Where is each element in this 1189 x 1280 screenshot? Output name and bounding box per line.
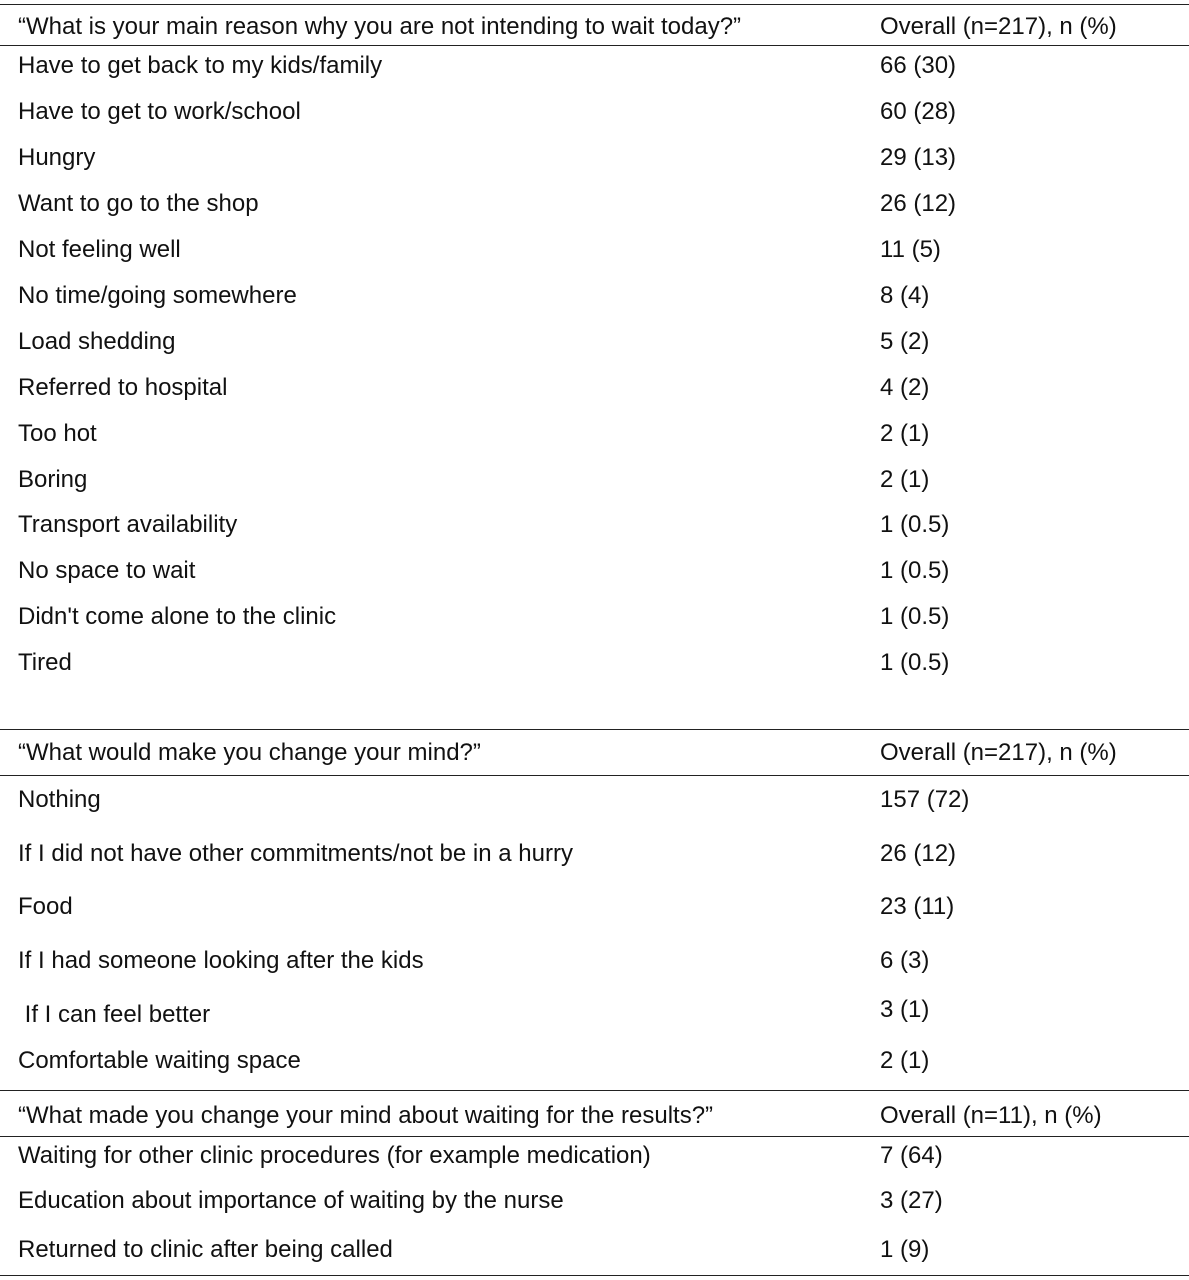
table-rule [0,775,1189,776]
table-row [0,1041,1189,1081]
table-rule [0,4,1189,5]
row-value: 23 (11) [880,893,955,920]
row-value: 2 (1) [880,1047,930,1074]
row-label: Load shedding [18,328,176,355]
row-value: 1 (9) [880,1236,930,1263]
question-heading: “What made you change your mind about waiting for the results?” [18,1102,714,1129]
row-value: 11 (5) [880,236,941,263]
row-value: 2 (1) [880,466,930,493]
row-value: 26 (12) [880,190,957,217]
row-value: 66 (30) [880,52,957,79]
row-label: Comfortable waiting space [18,1047,301,1074]
row-label: Too hot [18,420,97,447]
table-row [0,643,1189,683]
table-row [0,941,1189,981]
row-label: Have to get to work/school [18,98,301,125]
section-header-row [0,1096,1189,1136]
row-label: Have to get back to my kids/family [18,52,383,79]
table-row [0,780,1189,820]
table-row [0,1230,1189,1270]
table-rule [0,1275,1189,1276]
row-value: 7 (64) [880,1142,943,1169]
row-label: Returned to clinic after being called [18,1236,393,1263]
row-label: Referred to hospital [18,374,228,401]
column-header: Overall (n=217), n (%) [880,739,1117,766]
table-row [0,322,1189,362]
table-row [0,597,1189,637]
row-value: 29 (13) [880,144,957,171]
column-header: Overall (n=11), n (%) [880,1102,1102,1129]
table-row [0,834,1189,874]
row-label: If I can feel better [18,1001,211,1028]
row-label: Education about importance of waiting by the nurse [18,1187,564,1214]
table-row [0,460,1189,500]
row-value: 1 (0.5) [880,511,950,538]
table-row [0,276,1189,316]
row-value: 8 (4) [880,282,930,309]
row-label: Transport availability [18,511,238,538]
table-row [0,887,1189,927]
row-label: Hungry [18,144,96,171]
row-label: No time/going somewhere [18,282,297,309]
table-rule [0,729,1189,730]
column-header: Overall (n=217), n (%) [880,13,1117,40]
section-header-row [0,733,1189,773]
row-value: 1 (0.5) [880,649,950,676]
row-value: 157 (72) [880,786,970,813]
row-value: 5 (2) [880,328,930,355]
table-row [0,551,1189,591]
table-row [0,92,1189,132]
row-label: If I did not have other commitments/not be in a hurry [18,840,573,867]
table-row [0,990,1189,1030]
table-row [0,368,1189,408]
row-label: Tired [18,649,72,676]
row-value: 6 (3) [880,947,930,974]
row-label: Not feeling well [18,236,181,263]
row-label: Want to go to the shop [18,190,259,217]
table-row [0,138,1189,178]
row-label: If I had someone looking after the kids [18,947,424,974]
question-heading: “What is your main reason why you are not intending to wait today?” [18,13,742,40]
question-heading: “What would make you change your mind?” [18,739,481,766]
row-value: 3 (1) [880,996,930,1023]
section-header-row [0,7,1189,47]
row-value: 4 (2) [880,374,930,401]
table-row [0,414,1189,454]
table-row [0,230,1189,270]
row-label: Boring [18,466,88,493]
row-value: 2 (1) [880,420,930,447]
row-value: 26 (12) [880,840,957,867]
row-label: Waiting for other clinic procedures (for example medication) [18,1142,651,1169]
row-value: 60 (28) [880,98,957,125]
table-row [0,46,1189,86]
table-row [0,505,1189,545]
table-row [0,184,1189,224]
row-label: Nothing [18,786,101,813]
row-label: Didn't come alone to the clinic [18,603,337,630]
row-value: 1 (0.5) [880,603,950,630]
table-row [0,1181,1189,1221]
row-value: 3 (27) [880,1187,943,1214]
row-label: No space to wait [18,557,196,584]
row-label: Food [18,893,73,920]
table-row [0,1136,1189,1176]
row-value: 1 (0.5) [880,557,950,584]
table-rule [0,1090,1189,1091]
